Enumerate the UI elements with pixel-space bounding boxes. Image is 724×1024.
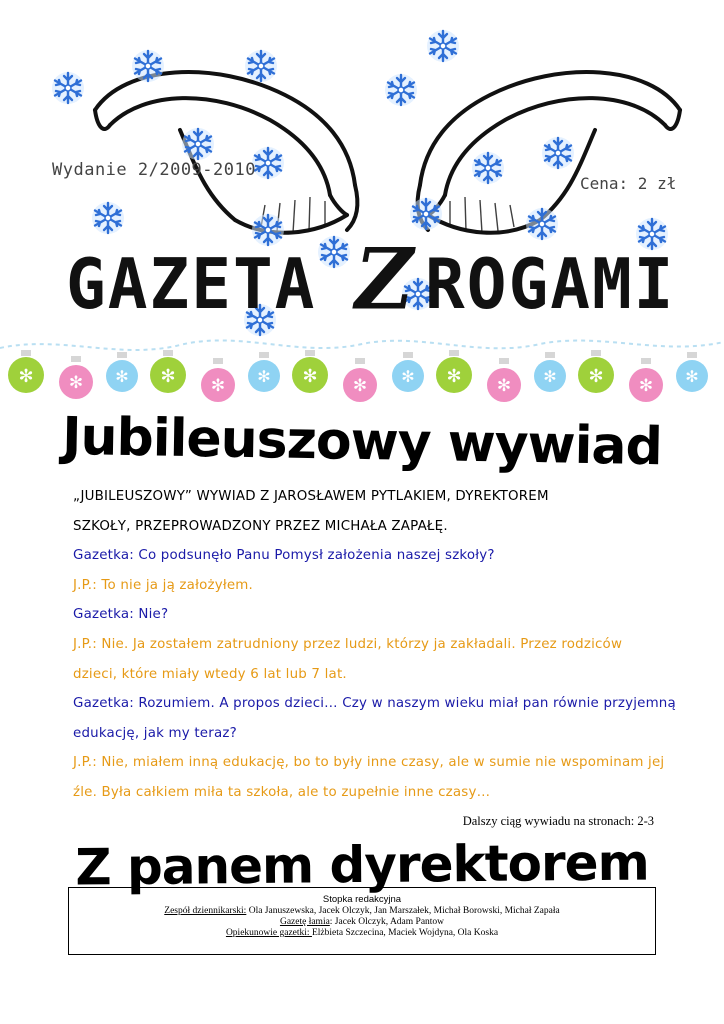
continued-note: Dalszy ciąg wywiadu na stronach: 2-3	[462, 814, 654, 828]
svg-text:✻: ✻	[302, 366, 318, 387]
headline-jubilee-interview: Jubileuszowy wywiad	[61, 406, 663, 478]
answer-text: J.P.: To nie ja ją założyłem.	[73, 577, 253, 593]
snowflake-icon	[524, 206, 560, 242]
answer-text: dzieci, które miały wtedy 6 lat lub 7 lat.	[73, 666, 347, 682]
question-text: Gazetka: Rozumiem. A propos dzieci… Czy w naszym wieku miał pan równie przyjemną	[73, 696, 676, 712]
masthead-title-middle: Z	[355, 229, 416, 329]
snowflake-icon	[130, 48, 166, 84]
snowflake-icon	[316, 234, 352, 270]
footer-team-row	[69, 906, 655, 916]
answer-text: źle. Była całkiem miła ta szkoła, ale to zupełnie inne czasy…	[73, 784, 491, 800]
svg-text:✻: ✻	[210, 376, 226, 396]
footer-care-row	[69, 928, 655, 938]
svg-text:✻: ✻	[543, 367, 557, 386]
snowflake-icon	[383, 72, 419, 108]
bauble-icon	[8, 350, 44, 393]
article-intro	[73, 482, 676, 808]
svg-text:✻: ✻	[68, 373, 84, 393]
masthead-title-right: ROGAMI	[425, 244, 676, 325]
answer-text: J.P.: Nie. Ja zostałem zatrudniony przez ludzi, którzy ja zakładali. Przez rodziców	[73, 636, 623, 652]
svg-text:✻: ✻	[160, 366, 176, 387]
editorial-footer	[68, 887, 656, 955]
footer-title: Stopka redakcyjna	[322, 894, 402, 905]
snowflake-icon	[408, 196, 444, 232]
footer-layout-label: Gazetę łamia	[279, 917, 330, 927]
snowflake-icon	[425, 28, 461, 64]
snowflake-icon	[540, 135, 576, 171]
snowflake-icon	[250, 212, 286, 248]
svg-text:✻: ✻	[115, 367, 129, 386]
footer-care-value: Elżbieta Szczecina, Maciek Wojdyna, Ola Koska	[311, 928, 499, 938]
svg-text:✻: ✻	[588, 366, 604, 387]
svg-text:✻: ✻	[401, 367, 415, 386]
svg-text:✻: ✻	[638, 376, 654, 396]
question-text: Gazetka: Co podsunęło Panu Pomysł założenia naszej szkoły?	[73, 548, 495, 564]
bauble-garland	[0, 330, 724, 410]
edition-label: Wydanie 2/2009-2010	[52, 160, 256, 180]
question-text: edukację, jak my teraz?	[73, 725, 237, 741]
svg-text:✻: ✻	[18, 366, 34, 387]
masthead-title-left: GAZETA	[66, 244, 317, 325]
snowflake-icon	[90, 200, 126, 236]
footer-team-label: Zespół dziennikarski:	[164, 906, 247, 916]
svg-text:✻: ✻	[446, 366, 462, 387]
footer-team-value: Ola Januszewska, Jacek Olczyk, Jan Marszałek, Michał Borowski, Michał Zapała	[246, 906, 560, 916]
snowflake-icon	[470, 150, 506, 186]
footer-care-label: Opiekunowie gazetki:	[225, 928, 312, 938]
snowflake-icon	[243, 48, 279, 84]
price-label: Cena: 2 zł	[580, 174, 677, 193]
svg-text:✻: ✻	[352, 376, 368, 396]
snowflake-icon	[180, 126, 216, 162]
svg-text:✻: ✻	[257, 367, 271, 386]
headline-with-director: Z panem dyrektorem	[75, 833, 649, 897]
footer-layout-value: : Jacek Olczyk, Adam Pantow	[329, 917, 445, 927]
intro-line: SZKOŁY, PRZEPROWADZONY PRZEZ MICHAŁA ZAPAŁĘ.	[73, 518, 448, 534]
question-text: Gazetka: Nie?	[73, 607, 169, 623]
footer-layout-row	[69, 917, 655, 927]
intro-line: „JUBILEUSZOWY” WYWIAD Z JAROSŁAWEM PYTLAKIEM, DYREKTOREM	[73, 489, 549, 504]
snowflake-icon	[50, 70, 86, 106]
svg-text:✻: ✻	[685, 367, 699, 386]
answer-text: J.P.: Nie, miałem inną edukację, bo to były inne czasy, ale w sumie nie wspominam jej	[73, 755, 665, 771]
svg-text:✻: ✻	[496, 376, 512, 396]
